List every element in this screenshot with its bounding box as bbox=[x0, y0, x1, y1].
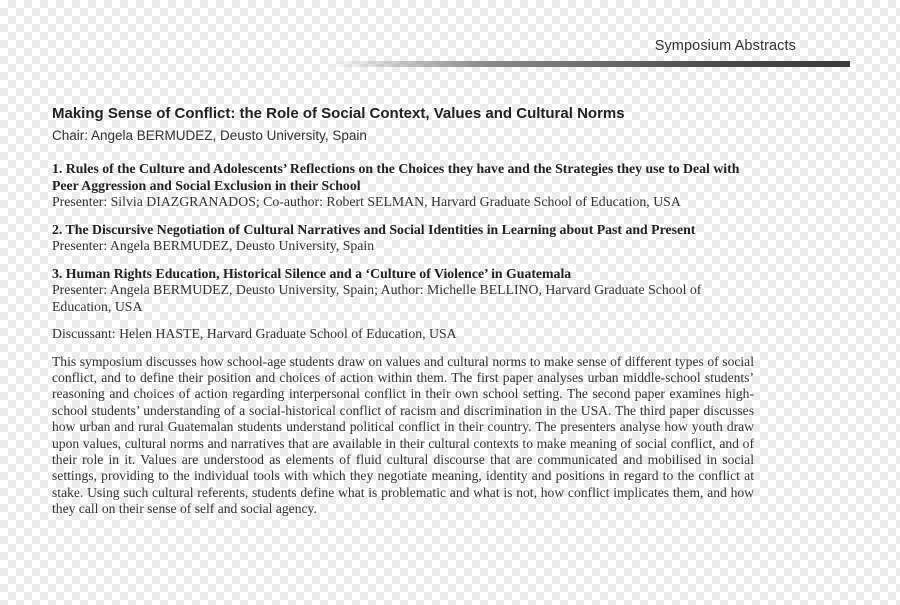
paper-title: 1. Rules of the Culture and Adolescents’ Reflections on the Choices they have and the Strategies they use to Deal with Peer Aggression and Social Exclusion in their School bbox=[52, 161, 740, 193]
running-head: Symposium Abstracts bbox=[654, 38, 796, 54]
session-chair: Chair: Angela BERMUDEZ, Deusto University, Spain bbox=[52, 128, 367, 143]
paper-presenter: Presenter: Silvia DIAZGRANADOS; Co-author: Robert SELMAN, Harvard Graduate School of Education, USA bbox=[52, 194, 681, 209]
symposium-content bbox=[52, 104, 754, 518]
paper-presenter: Presenter: Angela BERMUDEZ, Deusto University, Spain; Author: Michelle BELLINO, Harvard Graduate School of Education, USA bbox=[52, 282, 702, 314]
paper-title: 3. Human Rights Education, Historical Silence and a ‘Culture of Violence’ in Guatemala bbox=[52, 265, 572, 281]
paper-1 bbox=[52, 161, 754, 211]
header-rule bbox=[330, 61, 850, 67]
paper-title: 2. The Discursive Negotiation of Cultural Narratives and Social Identities in Learning about Past and Present bbox=[52, 221, 696, 237]
session-title: Making Sense of Conflict: the Role of Social Context, Values and Cultural Norms bbox=[52, 105, 625, 122]
paper-3 bbox=[52, 266, 754, 316]
abstract-paragraph: This symposium discusses how school-age students draw on values and cultural norms to make sense of different types of social conflict, and to define their position and choices of action within them. The first paper analyses urban middle-school students’ reasoning and choices of action regarding interpersonal conflict in their own school setting. The second paper examines high-school students’ understanding of a social-historical conflict of racism and discrimination in the USA. The third paper discusses how urban and rural Guatemalan students understand political conflict in their country. The presenters analyse how youth draw upon values, cultural norms and narratives that are available in their cultural contexts to make meaning of social conflict, and of their role in it. Values are understood as elements of fluid cultural discourse that are communicated and mobilised in social settings, providing to the individual tools with which they negotiate meaning, identity and positions in regard to the conflict at stake. Using such cultural referents, students define what is problematic and what is not, how conflict implicates them, and how they call on their sense of self and social agency. bbox=[52, 353, 754, 517]
paper-2 bbox=[52, 222, 754, 255]
paper-presenter: Presenter: Angela BERMUDEZ, Deusto University, Spain bbox=[52, 238, 375, 253]
discussant: Discussant: Helen HASTE, Harvard Graduate School of Education, USA bbox=[52, 326, 457, 341]
